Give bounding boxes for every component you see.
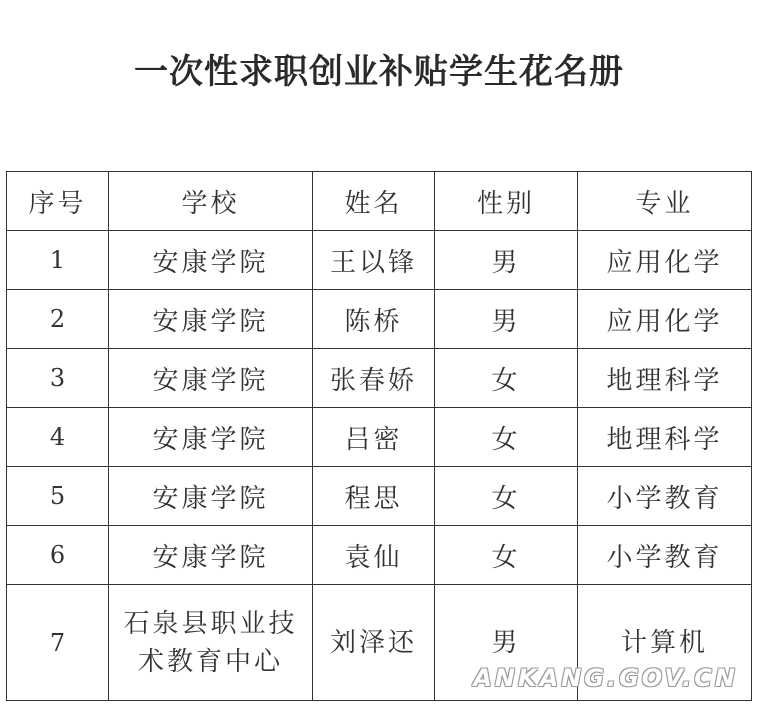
student-roster-table [6,171,752,701]
row-major: 地理科学 [578,349,752,408]
table-row [7,408,752,467]
header-gender: 性别 [435,172,578,231]
row-major: 计算机 [578,585,752,701]
site-watermark: ANKANG.GOV.CN [473,664,738,692]
row-name: 吕密 [313,408,435,467]
row-gender: 男 [435,290,578,349]
header-name: 姓名 [313,172,435,231]
row-name: 陈桥 [313,290,435,349]
row-index: 7 [7,585,109,701]
row-gender: 男 [435,585,578,701]
row-name: 程思 [313,467,435,526]
row-index: 4 [7,408,109,467]
row-index: 2 [7,290,109,349]
header-major: 专业 [578,172,752,231]
table-row [7,526,752,585]
row-name: 袁仙 [313,526,435,585]
row-school: 安康学院 [109,526,313,585]
row-gender: 男 [435,231,578,290]
row-name: 刘泽还 [313,585,435,701]
row-school: 安康学院 [109,408,313,467]
row-major: 小学教育 [578,467,752,526]
row-name: 张春娇 [313,349,435,408]
table-row [7,349,752,408]
row-school: 安康学院 [109,349,313,408]
row-school: 安康学院 [109,231,313,290]
row-name: 王以锋 [313,231,435,290]
table-row [7,290,752,349]
header-index: 序号 [7,172,109,231]
row-school [109,585,313,701]
row-index: 3 [7,349,109,408]
row-gender: 女 [435,349,578,408]
header-school: 学校 [109,172,313,231]
row-index: 6 [7,526,109,585]
row-gender: 女 [435,408,578,467]
row-school: 安康学院 [109,290,313,349]
row-major: 应用化学 [578,231,752,290]
row-school: 安康学院 [109,467,313,526]
table-row [7,467,752,526]
table-row [7,231,752,290]
row-major: 地理科学 [578,408,752,467]
row-major: 小学教育 [578,526,752,585]
row-gender: 女 [435,467,578,526]
row-major: 应用化学 [578,290,752,349]
page-title: 一次性求职创业补贴学生花名册 [134,52,624,92]
row-gender: 女 [435,526,578,585]
row-index: 1 [7,231,109,290]
table-header-row [7,172,752,231]
row-school-text: 石泉县职业技术教育中心 [123,608,298,677]
row-index: 5 [7,467,109,526]
